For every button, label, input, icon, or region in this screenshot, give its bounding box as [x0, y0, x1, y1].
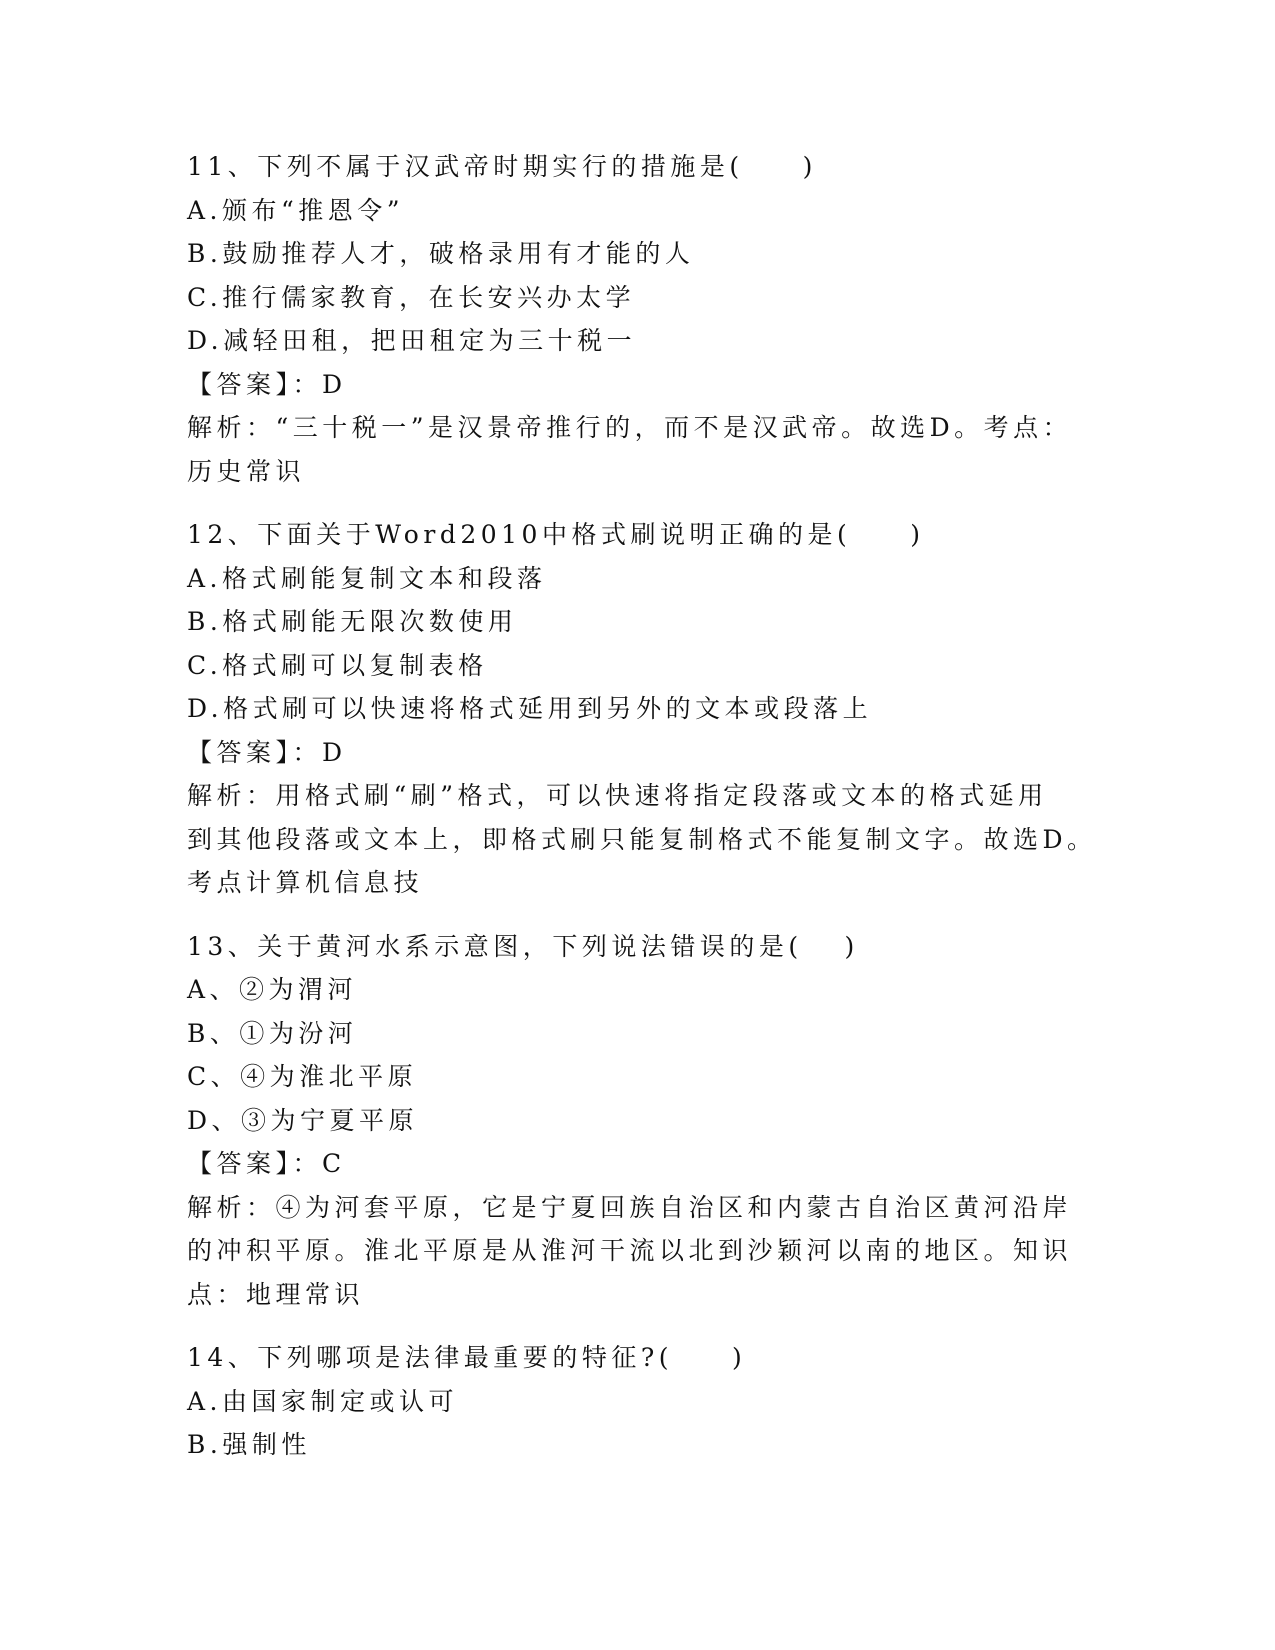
analysis-line: 点：地理常识	[187, 1279, 365, 1309]
option-a: A.格式刷能复制文本和段落	[187, 563, 547, 593]
question-stem: 14、下列哪项是法律最重要的特征?( )	[187, 1343, 747, 1372]
option-a: A.颁布“推恩令”	[187, 195, 405, 225]
answer: 【答案】：D	[187, 737, 347, 767]
question-stem: 12、下面关于Word2010中格式刷说明正确的是( )	[187, 520, 925, 549]
analysis-line: 的冲积平原。淮北平原是从淮河干流以北到沙颖河以南的地区。知识	[187, 1236, 1073, 1265]
question-11	[187, 145, 1087, 493]
document-page	[187, 145, 1097, 1487]
option-d: D.减轻田租，把田租定为三十税一	[187, 326, 637, 355]
option-c: C.推行儒家教育，在长安兴办太学	[187, 282, 636, 312]
question-12	[187, 513, 1097, 905]
option-d: D.格式刷可以快速将格式延用到另外的文本或段落上	[187, 694, 873, 723]
analysis-line: 到其他段落或文本上，即格式刷只能复制格式不能复制文字。故选D。	[187, 824, 1097, 854]
analysis-line: 解析：④为河套平原，它是宁夏回族自治区和内蒙古自治区黄河沿岸	[187, 1192, 1073, 1222]
question-13	[187, 925, 1087, 1317]
analysis-line: 解析：“三十税一”是汉景帝推行的，而不是汉武帝。故选D。考点：	[187, 413, 1073, 442]
answer: 【答案】：C	[187, 1149, 346, 1178]
option-b: B.鼓励推荐人才，破格录用有才能的人	[187, 239, 695, 268]
option-a: A.由国家制定或认可	[187, 1386, 459, 1416]
analysis-line: 历史常识	[187, 456, 306, 486]
answer: 【答案】：D	[187, 369, 347, 399]
analysis-line: 考点计算机信息技	[187, 868, 424, 897]
option-c: C.格式刷可以复制表格	[187, 650, 488, 680]
option-c: C、④为淮北平原	[187, 1062, 418, 1091]
option-b: B、①为汾河	[187, 1018, 358, 1048]
question-stem: 11、下列不属于汉武帝时期实行的措施是( )	[187, 152, 817, 181]
question-14	[187, 1336, 1087, 1467]
option-d: D、③为宁夏平原	[187, 1105, 419, 1135]
option-a: A、②为渭河	[187, 975, 358, 1004]
question-stem: 13、关于黄河水系示意图，下列说法错误的是( )	[187, 931, 859, 961]
option-b: B.强制性	[187, 1430, 311, 1459]
option-b: B.格式刷能无限次数使用	[187, 607, 518, 636]
analysis-line: 解析：用格式刷“刷”格式，可以快速将指定段落或文本的格式延用	[187, 781, 1048, 810]
